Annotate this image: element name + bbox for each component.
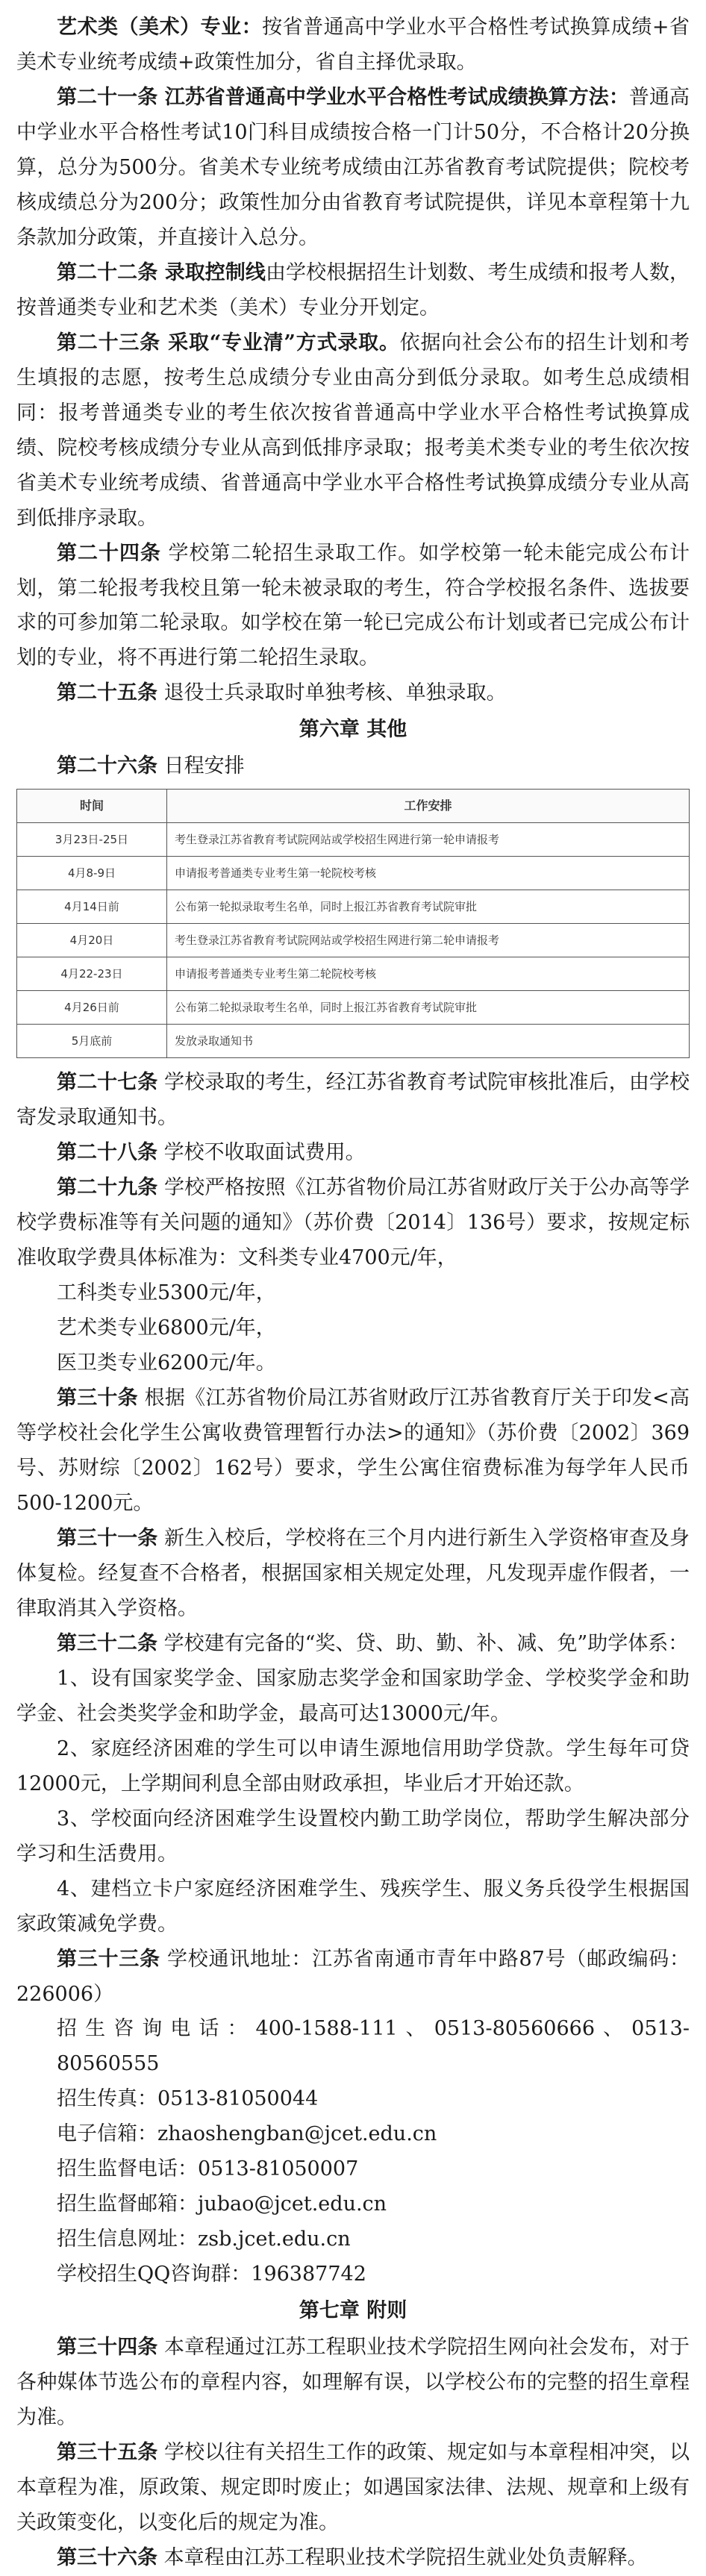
article-30: [16, 1381, 690, 1522]
article-33-text: 学校通讯地址：江苏省南通市青年中路87号（邮政编码：226006）: [16, 1947, 690, 2006]
article-21-lead: 第二十一条 江苏省普通高中学业水平合格性考试成绩换算方法：: [57, 85, 629, 109]
article-25-text: 退役士兵录取时单独考核、单独录取。: [157, 681, 507, 705]
schedule-task: 考生登录江苏省教育考试院网站或学校招生网进行第一轮申请报考: [167, 823, 690, 857]
schedule-task: 申请报考普通类专业考生第二轮院校考核: [167, 957, 690, 991]
article-32: [16, 1627, 690, 1662]
schedule-task: 公布第二轮拟录取考生名单，同时上报江苏省教育考试院审批: [167, 991, 690, 1025]
list-item: 1、设有国家奖学金、国家励志奖学金和国家助学金、学校奖学金和助学金、社会类奖学金和助学金，最高可达13000元/年。: [16, 1666, 690, 1725]
article-31-lead: 第三十一条: [57, 1526, 158, 1550]
article-33-lead: 第三十三条: [57, 1947, 160, 1971]
schedule-header-task: 工作安排: [167, 790, 690, 823]
schedule-time: 4月22-23日: [17, 957, 167, 991]
article-34: [16, 2330, 690, 2436]
table-row: [17, 857, 690, 890]
article-32-text: 学校建有完备的“奖、贷、助、勤、补、减、免”助学体系：: [157, 1631, 689, 1655]
article-30-lead: 第三十条: [57, 1387, 138, 1410]
contact-line: 学校招生QQ咨询群：196387742: [57, 2263, 366, 2286]
schedule-time: 4月26日前: [17, 991, 167, 1025]
schedule-time: 4月20日: [17, 924, 167, 957]
table-row: [17, 991, 690, 1025]
article-36-lead: 第三十六条: [57, 2546, 157, 2569]
article-28-lead: 第二十八条: [57, 1141, 157, 1165]
article-27-text: 学校录取的考生，经江苏省教育考试院审核批准后，由学校寄发录取通知书。: [16, 1071, 690, 1130]
article-27-lead: 第二十七条: [57, 1071, 158, 1095]
chapter-7-heading: 第七章 附则: [299, 2299, 407, 2323]
schedule-table: [16, 789, 690, 1058]
list-item: 3、学校面向经济困难学生设置校内勤工助学岗位，帮助学生解决部分学习和生活费用。: [16, 1807, 690, 1866]
article-22: [16, 256, 690, 326]
article-24: [16, 537, 690, 677]
contact-line: 招生信息网址：zsb.jcet.edu.cn: [57, 2228, 351, 2251]
article-35-lead: 第三十五条: [57, 2441, 158, 2465]
chapter-6-heading: 第六章 其他: [299, 718, 407, 742]
table-row: [17, 924, 690, 957]
article-23-text: 依据向社会公布的招生计划和考生填报的志愿，按考生总成绩分专业由高分到低分录取。如考生总成绩相同：报考普通类专业的考生依次按省普通高中学业水平合格性考试换算成绩、院校考核成绩分专业从高到低排序录取；报考美术类专业的考生依次按省美术专业统考成绩、省普通高中学业水平合格性考试换算成绩分专业从高到低排序录取。: [16, 331, 690, 530]
schedule-task: 公布第一轮拟录取考生名单，同时上报江苏省教育考试院审批: [167, 890, 690, 924]
art-category-text: 按省普通高中学业水平合格性考试换算成绩+省美术专业统考成绩+政策性加分，省自主择优录取。: [16, 16, 690, 74]
article-29-lead: 第二十九条: [57, 1176, 158, 1200]
article-29: [16, 1171, 690, 1276]
article-34-lead: 第三十四条: [57, 2336, 158, 2360]
article-36: [16, 2541, 690, 2576]
article-26-lead: 第二十六条: [57, 754, 157, 778]
article-24-text: 学校第二轮招生录取工作。如学校第一轮未能完成公布计划，第二轮报考我校且第一轮未被录取的考生，符合学校报名条件、选拔要求的可参加第二轮录取。如学校在第一轮已完成公布计划或者已完成公布计划的专业，将不再进行第二轮招生录取。: [16, 541, 690, 670]
article-21: [16, 81, 690, 256]
contact-line: 招生传真：0513-81050044: [57, 2087, 319, 2111]
list-item: 4、建档立卡户家庭经济困难学生、残疾学生、服义务兵役学生根据国家政策减免学费。: [16, 1877, 690, 1936]
table-row: [17, 890, 690, 924]
article-22-text: 由学校根据招生计划数、考生成绩和报考人数，按普通类专业和艺术类（美术）专业分开划定。: [16, 260, 690, 319]
article-33: [16, 1942, 690, 2013]
table-row: [17, 957, 690, 991]
article-23-lead: 第二十三条 采取“专业清”方式录取。: [57, 331, 400, 354]
article-34-text: 本章程通过江苏工程职业技术学院招生网向社会发布，对于各种媒体节选公布的章程内容，如理解有误，以学校公布的完整的招生章程为准。: [16, 2336, 690, 2430]
contact-line: 招生监督邮箱：jubao@jcet.edu.cn: [57, 2192, 387, 2216]
article-36-text: 本章程由江苏工程职业技术学院招生就业处负责解释。: [157, 2546, 648, 2569]
fee-line: 医卫类专业6200元/年。: [57, 1351, 276, 1375]
contact-line: 招生监督电话：0513-81050007: [57, 2157, 359, 2181]
article-28: [16, 1136, 690, 1171]
schedule-time: 5月底前: [17, 1025, 167, 1058]
contact-list: [16, 2012, 690, 2292]
art-category-lead: 艺术类（美术）专业：: [57, 16, 263, 39]
article-29-text: 学校严格按照《江苏省物价局江苏省财政厅关于公办高等学校学费标准等有关问题的通知》（苏价费〔2014〕136号）要求，按规定标准收取学费具体标准为：文科类专业4700元/年，: [16, 1176, 690, 1270]
table-row: [17, 1025, 690, 1058]
article-28-text: 学校不收取面试费用。: [157, 1141, 366, 1165]
schedule-time: 4月8-9日: [17, 857, 167, 890]
schedule-time: 3月23日-25日: [17, 823, 167, 857]
article-26: [16, 749, 690, 784]
schedule-task: 申请报考普通类专业考生第一轮院校考核: [167, 857, 690, 890]
article-21-text: 普通高中学业水平合格性考试10门科目成绩按合格一门计50分，不合格计20分换算，总分为500分。省美术专业统考成绩由江苏省教育考试院提供；院校考核成绩总分为200分；政策性加分由省教育考试院提供，详见本章程第十九条款加分政策，并直接计入总分。: [16, 85, 690, 249]
article-31-text: 新生入校后，学校将在三个月内进行新生入学资格审查及身体复检。经复查不合格者，根据国家相关规定处理，凡发现弄虚作假者，一律取消其入学资格。: [16, 1526, 690, 1620]
schedule-task: 考生登录江苏省教育考试院网站或学校招生网进行第二轮申请报考: [167, 924, 690, 957]
schedule-time: 4月14日前: [17, 890, 167, 924]
article-31: [16, 1522, 690, 1627]
fee-line: 艺术类专业6800元/年，: [57, 1316, 276, 1340]
schedule-task: 发放录取通知书: [167, 1025, 690, 1058]
contact-line: 招生咨询电话：400-1588-111、0513-80560666、0513-80560555: [57, 2017, 690, 2076]
aid-list: [16, 1662, 690, 1942]
article-35-text: 学校以往有关招生工作的政策、规定如与本章程相冲突，以本章程为准，原政策、规定即时废止；如遇国家法律、法规、规章和上级有关政策变化，以变化后的规定为准。: [16, 2441, 690, 2535]
article-25-lead: 第二十五条: [57, 681, 157, 705]
schedule-header-time: 时间: [17, 790, 167, 823]
article-25: [16, 676, 690, 711]
article-32-lead: 第三十二条: [57, 1631, 157, 1655]
article-22-lead: 第二十二条 录取控制线: [57, 260, 266, 284]
article-27: [16, 1066, 690, 1136]
table-row: [17, 823, 690, 857]
article-24-lead: 第二十四条: [57, 541, 161, 565]
article-26-text: 日程安排: [157, 754, 245, 778]
list-item: 2、家庭经济困难的学生可以申请生源地信用助学贷款。学生每年可贷12000元，上学期间利息全部由财政承担，毕业后才开始还款。: [16, 1736, 690, 1795]
article-30-text: 根据《江苏省物价局江苏省财政厅江苏省教育厅关于印发<高等学校社会化学生公寓收费管理暂行办法>的通知》（苏价费〔2002〕369号、苏财综〔2002〕162号）要求，学生公寓住宿费标准为每学年人民币500-1200元。: [16, 1387, 690, 1515]
contact-line: 电子信箱：zhaoshengban@jcet.edu.cn: [57, 2122, 437, 2146]
schedule-header-row: [17, 790, 690, 823]
fee-line: 工科类专业5300元/年，: [57, 1281, 276, 1305]
art-category-paragraph: [16, 10, 690, 81]
article-23: [16, 326, 690, 537]
